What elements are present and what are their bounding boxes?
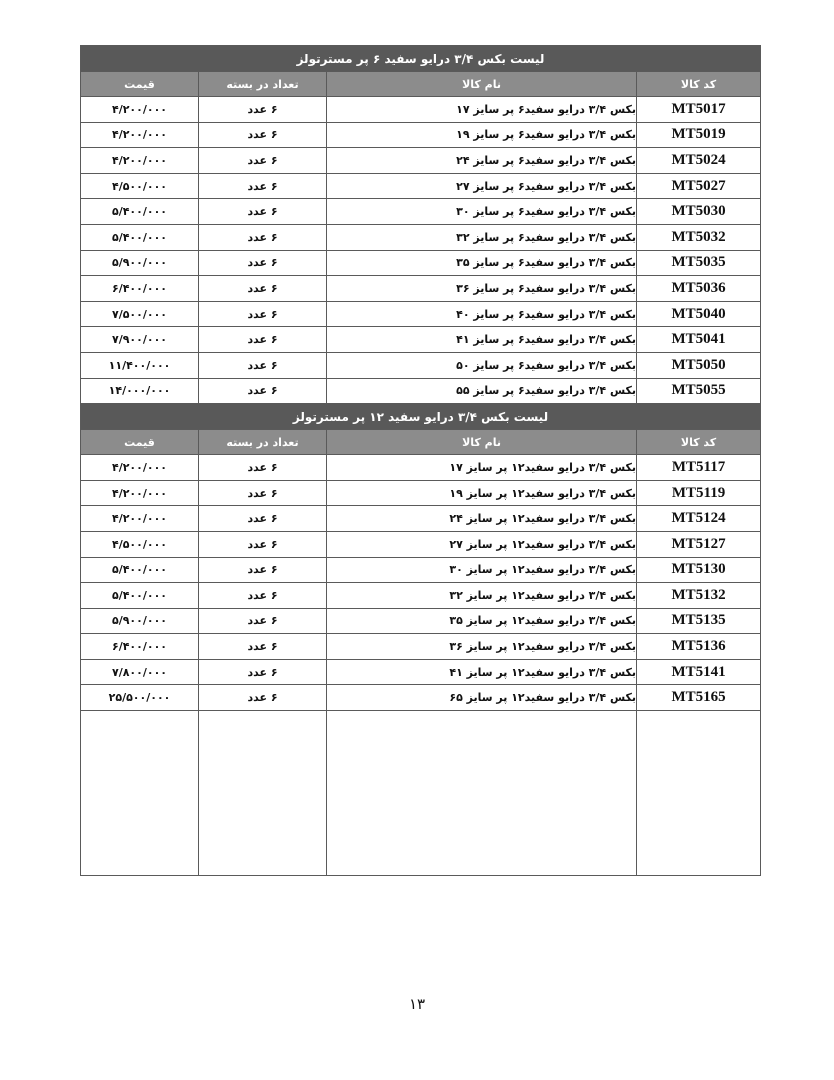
cell-name: بکس ۳/۴ درایو سفید۶ پر سایز ۵۰	[327, 352, 637, 378]
cell-name: بکس ۳/۴ درایو سفید۶ پر سایز ۲۷	[327, 173, 637, 199]
cell-code: MT5130	[637, 557, 761, 583]
cell-price: ۱۴/۰۰۰/۰۰۰	[81, 378, 199, 404]
column-header-row	[81, 430, 761, 455]
cell-name: بکس ۳/۴ درایو سفید۱۲ پر سایز ۳۶	[327, 634, 637, 660]
cell-code: MT5050	[637, 352, 761, 378]
cell-name: بکس ۳/۴ درایو سفید۱۲ پر سایز ۶۵	[327, 685, 637, 711]
column-header-name: نام کالا	[327, 430, 637, 455]
cell-code: MT5041	[637, 327, 761, 353]
table-row	[81, 608, 761, 634]
column-header-qty: تعداد در بسته	[199, 430, 327, 455]
cell-code: MT5030	[637, 199, 761, 225]
table-row	[81, 301, 761, 327]
table-row	[81, 480, 761, 506]
cell-qty: ۶ عدد	[199, 97, 327, 123]
empty-cell	[637, 711, 761, 876]
section-title-row	[81, 404, 761, 430]
cell-name: بکس ۳/۴ درایو سفید۱۲ پر سایز ۱۹	[327, 480, 637, 506]
cell-name: بکس ۳/۴ درایو سفید۶ پر سایز ۴۰	[327, 301, 637, 327]
page-number: ۱۳	[408, 995, 426, 1013]
table-row	[81, 250, 761, 276]
cell-code: MT5132	[637, 583, 761, 609]
cell-code: MT5055	[637, 378, 761, 404]
cell-name: بکس ۳/۴ درایو سفید۱۲ پر سایز ۳۰	[327, 557, 637, 583]
column-header-price: قیمت	[81, 72, 199, 97]
cell-name: بکس ۳/۴ درایو سفید۱۲ پر سایز ۴۱	[327, 659, 637, 685]
column-header-code: کد کالا	[637, 72, 761, 97]
cell-price: ۵/۹۰۰/۰۰۰	[81, 250, 199, 276]
cell-qty: ۶ عدد	[199, 301, 327, 327]
column-header-code: کد کالا	[637, 430, 761, 455]
table-row	[81, 276, 761, 302]
cell-code: MT5019	[637, 122, 761, 148]
cell-qty: ۶ عدد	[199, 378, 327, 404]
cell-price: ۴/۲۰۰/۰۰۰	[81, 506, 199, 532]
cell-price: ۴/۲۰۰/۰۰۰	[81, 480, 199, 506]
cell-name: بکس ۳/۴ درایو سفید۱۲ پر سایز ۳۲	[327, 583, 637, 609]
table-row	[81, 327, 761, 353]
cell-price: ۴/۲۰۰/۰۰۰	[81, 455, 199, 481]
cell-qty: ۶ عدد	[199, 557, 327, 583]
cell-code: MT5124	[637, 506, 761, 532]
table-row	[81, 97, 761, 123]
empty-cell	[81, 711, 199, 876]
cell-qty: ۶ عدد	[199, 685, 327, 711]
cell-code: MT5119	[637, 480, 761, 506]
cell-price: ۵/۴۰۰/۰۰۰	[81, 557, 199, 583]
cell-price: ۷/۵۰۰/۰۰۰	[81, 301, 199, 327]
cell-name: بکس ۳/۴ درایو سفید۶ پر سایز ۲۴	[327, 148, 637, 174]
column-header-price: قیمت	[81, 430, 199, 455]
cell-qty: ۶ عدد	[199, 122, 327, 148]
cell-price: ۴/۲۰۰/۰۰۰	[81, 148, 199, 174]
cell-name: بکس ۳/۴ درایو سفید۶ پر سایز ۴۱	[327, 327, 637, 353]
cell-code: MT5135	[637, 608, 761, 634]
cell-qty: ۶ عدد	[199, 531, 327, 557]
table-row	[81, 557, 761, 583]
table-row	[81, 531, 761, 557]
cell-qty: ۶ عدد	[199, 276, 327, 302]
cell-qty: ۶ عدد	[199, 352, 327, 378]
cell-price: ۷/۹۰۰/۰۰۰	[81, 327, 199, 353]
table-row	[81, 634, 761, 660]
cell-code: MT5165	[637, 685, 761, 711]
cell-price: ۵/۴۰۰/۰۰۰	[81, 224, 199, 250]
cell-qty: ۶ عدد	[199, 455, 327, 481]
cell-qty: ۶ عدد	[199, 148, 327, 174]
table-row	[81, 148, 761, 174]
table-row	[81, 352, 761, 378]
cell-name: بکس ۳/۴ درایو سفید۶ پر سایز ۳۵	[327, 250, 637, 276]
cell-price: ۱۱/۴۰۰/۰۰۰	[81, 352, 199, 378]
cell-code: MT5017	[637, 97, 761, 123]
table-row	[81, 173, 761, 199]
cell-name: بکس ۳/۴ درایو سفید۱۲ پر سایز ۳۵	[327, 608, 637, 634]
cell-name: بکس ۳/۴ درایو سفید۶ پر سایز ۵۵	[327, 378, 637, 404]
price-list-table	[80, 45, 761, 876]
cell-qty: ۶ عدد	[199, 327, 327, 353]
cell-name: بکس ۳/۴ درایو سفید۶ پر سایز ۱۹	[327, 122, 637, 148]
cell-price: ۵/۹۰۰/۰۰۰	[81, 608, 199, 634]
cell-qty: ۶ عدد	[199, 480, 327, 506]
price-list-body	[81, 46, 761, 876]
cell-price: ۲۵/۵۰۰/۰۰۰	[81, 685, 199, 711]
cell-name: بکس ۳/۴ درایو سفید۶ پر سایز ۳۶	[327, 276, 637, 302]
table-row	[81, 378, 761, 404]
section-title: لیست بکس ۳/۴ درایو سفید ۶ پر مسترتولز	[81, 46, 761, 72]
cell-code: MT5032	[637, 224, 761, 250]
cell-code: MT5117	[637, 455, 761, 481]
cell-name: بکس ۳/۴ درایو سفید۱۲ پر سایز ۲۴	[327, 506, 637, 532]
cell-price: ۴/۲۰۰/۰۰۰	[81, 122, 199, 148]
empty-cell	[327, 711, 637, 876]
column-header-row	[81, 72, 761, 97]
table-row	[81, 199, 761, 225]
section-title-row	[81, 46, 761, 72]
empty-cell	[199, 711, 327, 876]
column-header-name: نام کالا	[327, 72, 637, 97]
cell-qty: ۶ عدد	[199, 224, 327, 250]
column-header-qty: تعداد در بسته	[199, 72, 327, 97]
cell-qty: ۶ عدد	[199, 250, 327, 276]
table-row	[81, 659, 761, 685]
cell-qty: ۶ عدد	[199, 634, 327, 660]
cell-code: MT5127	[637, 531, 761, 557]
cell-price: ۴/۵۰۰/۰۰۰	[81, 173, 199, 199]
cell-qty: ۶ عدد	[199, 608, 327, 634]
section-title: لیست بکس ۳/۴ درایو سفید ۱۲ پر مسترتولز	[81, 404, 761, 430]
cell-name: بکس ۳/۴ درایو سفید۶ پر سایز ۳۲	[327, 224, 637, 250]
cell-qty: ۶ عدد	[199, 199, 327, 225]
cell-price: ۵/۴۰۰/۰۰۰	[81, 583, 199, 609]
table-row	[81, 583, 761, 609]
cell-code: MT5141	[637, 659, 761, 685]
cell-code: MT5036	[637, 276, 761, 302]
table-row	[81, 455, 761, 481]
cell-price: ۶/۴۰۰/۰۰۰	[81, 634, 199, 660]
cell-price: ۴/۲۰۰/۰۰۰	[81, 97, 199, 123]
cell-code: MT5027	[637, 173, 761, 199]
cell-name: بکس ۳/۴ درایو سفید۱۲ پر سایز ۲۷	[327, 531, 637, 557]
cell-name: بکس ۳/۴ درایو سفید۱۲ پر سایز ۱۷	[327, 455, 637, 481]
cell-price: ۵/۴۰۰/۰۰۰	[81, 199, 199, 225]
cell-name: بکس ۳/۴ درایو سفید۶ پر سایز ۱۷	[327, 97, 637, 123]
cell-code: MT5024	[637, 148, 761, 174]
cell-qty: ۶ عدد	[199, 583, 327, 609]
empty-row	[81, 711, 761, 876]
cell-code: MT5040	[637, 301, 761, 327]
cell-price: ۷/۸۰۰/۰۰۰	[81, 659, 199, 685]
cell-price: ۴/۵۰۰/۰۰۰	[81, 531, 199, 557]
table-row	[81, 685, 761, 711]
cell-qty: ۶ عدد	[199, 659, 327, 685]
cell-code: MT5035	[637, 250, 761, 276]
cell-price: ۶/۴۰۰/۰۰۰	[81, 276, 199, 302]
cell-code: MT5136	[637, 634, 761, 660]
table-row	[81, 506, 761, 532]
cell-qty: ۶ عدد	[199, 173, 327, 199]
cell-qty: ۶ عدد	[199, 506, 327, 532]
table-row	[81, 122, 761, 148]
cell-name: بکس ۳/۴ درایو سفید۶ پر سایز ۳۰	[327, 199, 637, 225]
table-row	[81, 224, 761, 250]
